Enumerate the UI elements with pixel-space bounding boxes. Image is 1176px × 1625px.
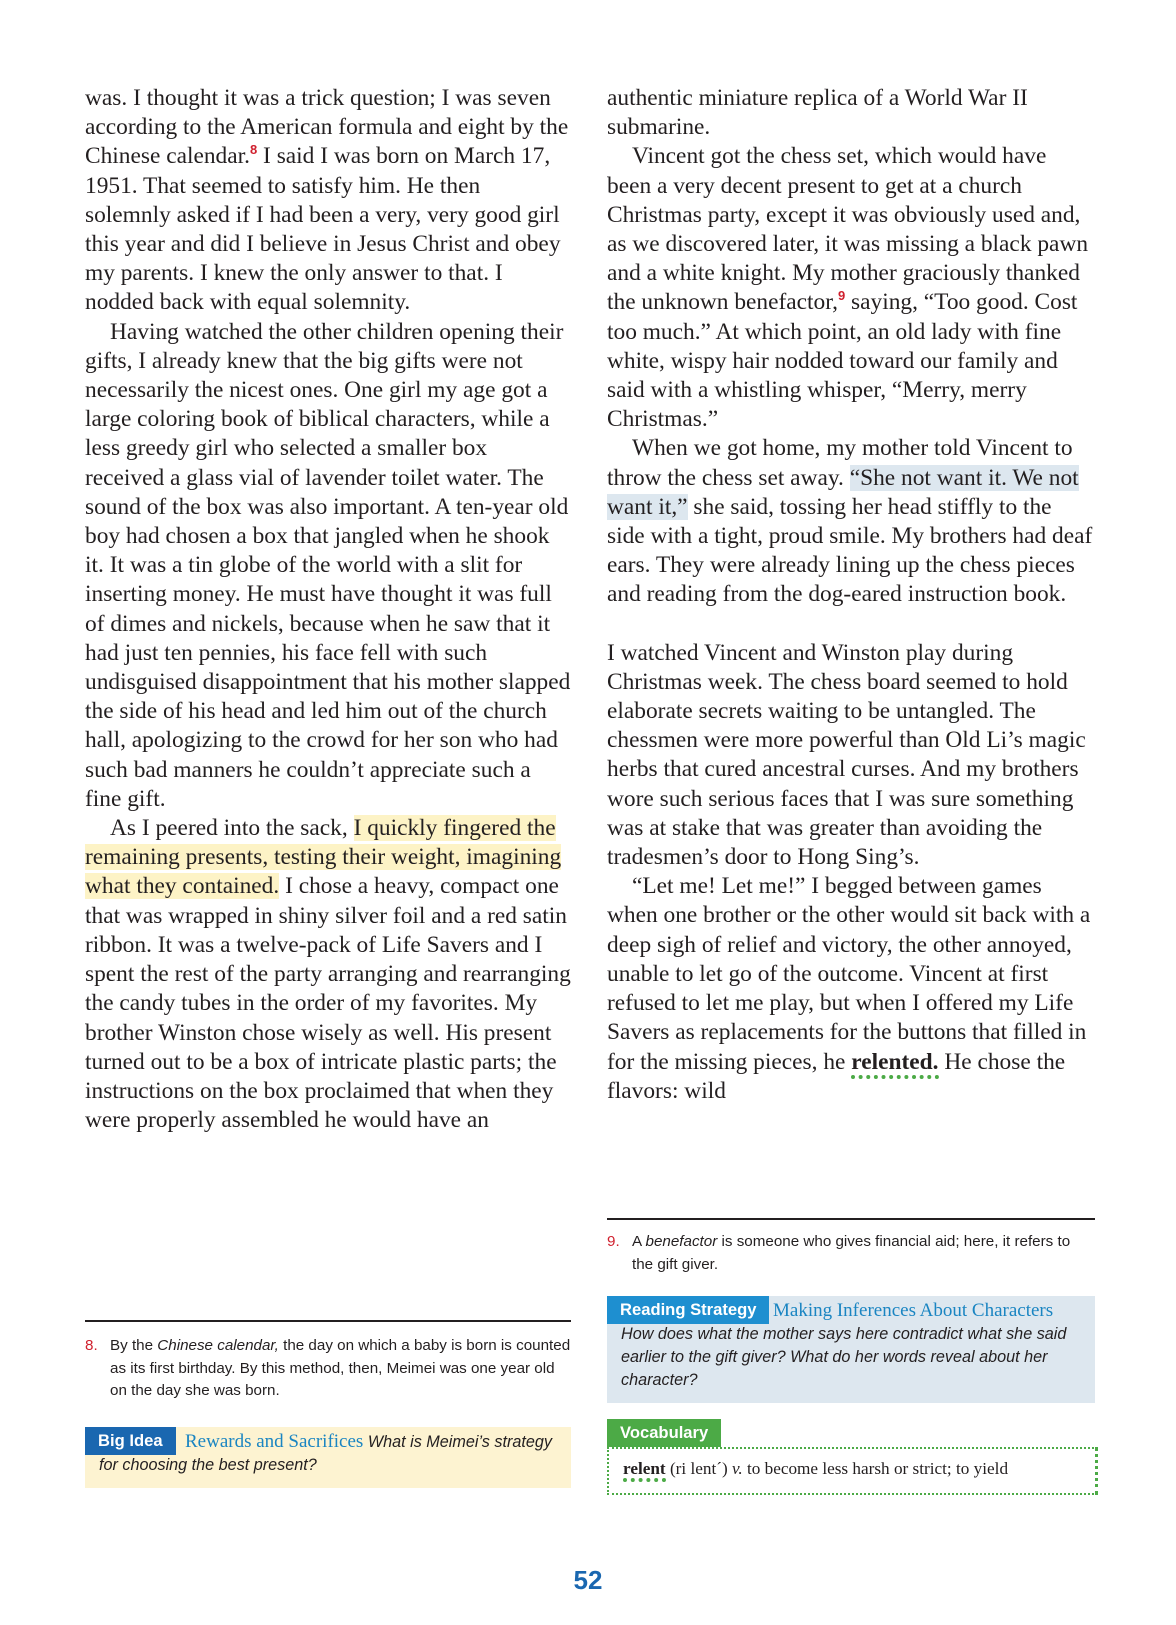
paragraph: Vincent got the chess set, which would have been a very decent present to get at a church Christmas party, except it was obviously used and, as we discovered later, it was missing a black pawn and a white knight. My mother graciously thanked the unknown benefactor,$^9$ saying, “Too good. Cost too much.” At which point, an old lady with fine white, wispy hair nodded toward our family and said with a whistling whisper, “Merry, merry Christmas.” bbox=[607, 143, 1089, 433]
footnote-rule-right bbox=[607, 1218, 1095, 1220]
vocabulary-word-link[interactable]: relented. bbox=[851, 1049, 938, 1079]
reading-strategy-heading: Making Inferences About Characters bbox=[773, 1300, 1054, 1321]
footnote-8: 8. By the Chinese calendar, the day on which a baby is born is counted as its first birthday. By this method, then, Meimei was one year old on the day she was born. bbox=[85, 1337, 571, 1399]
left-text-column bbox=[85, 84, 571, 1135]
vocabulary-tag: Vocabulary bbox=[607, 1419, 721, 1447]
big-idea-question: What is Meimei’s strategy for choosing the best present? bbox=[99, 1433, 552, 1474]
footnote-rule-left bbox=[85, 1320, 571, 1322]
highlighted-passage: I quickly fingered the remaining presents, testing their weight, imagining what they contained. bbox=[85, 815, 562, 900]
paragraph: I watched Vincent and Winston play during Christmas week. The chess board seemed to hold elaborate secrets waiting to be untangled. The chessmen were more powerful than Old Li’s magic herbs that cured ancestral curses. And my brothers wore such serious faces that I was sure something was at stake that was greater than avoiding the tradesmen’s door to Hong Sing’s. bbox=[607, 639, 1086, 871]
footnote-term: Chinese calendar, bbox=[157, 1337, 279, 1354]
paragraph: Having watched the other children opening their gifts, I already knew that the big gifts were not necessarily the nicest ones. One girl my age got a large coloring book of biblical characters, while a less greedy girl who selected a smaller box received a glass vial of lavender toilet water. The sound of the box was also important. A ten-year old boy had chosen a box that jangled when he shook it. It was a tin globe of the world with a slit for inserting money. He must have thought it was full of dimes and nickels, because when he saw that it had just ten pennies, his face fell with such undisguised disappointment that his mother slapped the side of his head and led him out of the church hall, apologizing to the crowd for her son who had such bad manners he couldn’t appreciate such a fine gift. bbox=[85, 318, 571, 812]
footnote-ref-9[interactable]: 9 bbox=[837, 288, 846, 304]
footnote-9: 9. A benefactor is someone who gives financial aid; here, it refers to the gift giver. bbox=[607, 1233, 1071, 1273]
highlighted-quote: “She not want it. We not want it,” bbox=[607, 464, 1079, 520]
paragraph: “Let me! Let me!” I begged between games when one brother or the other would sit back with a deep sigh of relief and victory, the other annoyed, unable to let go of the outcome. Vincent at first refused to let me play, but when I offered my Life Savers as replacements for the buttons that filled in for the missing pieces, he relented. He chose the flavors: wild bbox=[607, 873, 1091, 1104]
big-idea-box bbox=[85, 1427, 571, 1488]
footnote-ref-8[interactable]: 8 bbox=[249, 142, 258, 158]
paragraph: was. I thought it was a trick question; I was seven according to the American formula and eight by the Chinese calendar.$^8$ I said I was born on March 17, 1951. That seemed to satisfy him. He then solemnly asked if I had been a very, very good girl this year and did I believe in Jesus Christ and obey my parents. I knew the only answer to that. I nodded back with equal solemnity. bbox=[85, 85, 569, 316]
footnote-number: 9. bbox=[607, 1233, 620, 1250]
vocabulary-definition: to become less harsh or strict; to yield bbox=[746, 1459, 1009, 1478]
reading-strategy-tag: Reading Strategy bbox=[607, 1296, 769, 1324]
vocabulary-pronunciation: (ri lent´) bbox=[669, 1459, 728, 1478]
right-text-column bbox=[607, 84, 1095, 1106]
vocabulary-part-of-speech: v. bbox=[731, 1459, 743, 1478]
vocabulary-term: relent bbox=[623, 1459, 666, 1482]
paragraph: authentic miniature replica of a World War II submarine. bbox=[607, 85, 1028, 141]
paragraph: As I peered into the sack, I quickly fingered the remaining presents, testing their weight, imagining what they contained. I chose a heavy, compact one that was wrapped in shiny silver foil and a red satin ribbon. It was a twelve-pack of Life Savers and I spent the rest of the party arranging and rearranging the candy tubes in the order of my favorites. My brother Winston chose wisely as well. His present turned out to be a box of intricate plastic parts; the instructions on the box proclaimed that when they were properly assembled he would have an bbox=[85, 815, 571, 1134]
paragraph: When we got home, my mother told Vincent to throw the chess set away. “She not want it. We not want it,” she said, tossing her head stiffly to the side with a tight, proud smile. My brothers had deaf ears. They were already lining up the chess pieces and reading from the dog-eared instruction book. bbox=[607, 435, 1093, 608]
reading-strategy-box bbox=[607, 1296, 1095, 1403]
big-idea-tag: Big Idea bbox=[85, 1427, 176, 1455]
page-number: 52 bbox=[573, 1565, 603, 1595]
vocabulary-entry bbox=[623, 1459, 1008, 1479]
vocabulary-box bbox=[607, 1447, 1098, 1495]
footnote-term: benefactor bbox=[645, 1233, 718, 1250]
footnote-number: 8. bbox=[85, 1337, 98, 1354]
reading-strategy-question: How does what the mother says here contradict what she said earlier to the gift giver? What do her words reveal about her character? bbox=[621, 1325, 1067, 1389]
big-idea-heading: Rewards and Sacrifices bbox=[185, 1431, 364, 1452]
